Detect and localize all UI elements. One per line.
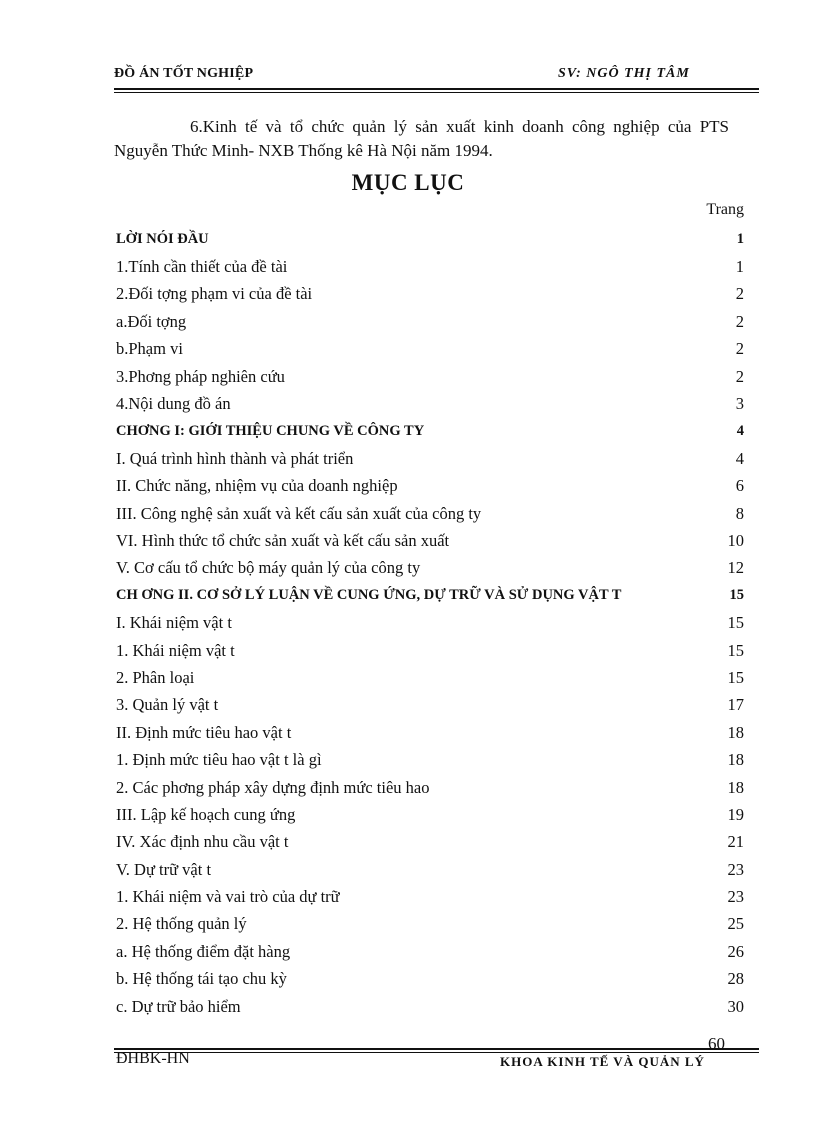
- toc-entry: [116, 774, 744, 801]
- toc-entry-title: III. Lập kế hoạch cung ứng: [116, 804, 296, 824]
- toc-entry: [116, 390, 744, 417]
- toc-entry-page: 1: [735, 257, 744, 277]
- toc-entry-title: 2. Các phơng pháp xây dựng định mức tiêu hao: [116, 777, 430, 797]
- toc-entry: [116, 609, 744, 636]
- toc-entry-title: LỜI NÓI ĐẦU: [116, 231, 209, 248]
- toc-entry-page: 18: [727, 777, 744, 797]
- footer-faculty: KHOA KINH TẾ VÀ QUẢN LÝ: [500, 1054, 705, 1068]
- toc-entry: [116, 856, 744, 883]
- toc-entry-page: 18: [727, 722, 744, 742]
- toc-entry: [116, 418, 744, 445]
- header-rule-bottom: [114, 92, 759, 93]
- toc-entry-title: 1. Khái niệm vật t: [116, 640, 235, 660]
- toc-entry: [116, 938, 744, 965]
- footer-university: ĐHBK-HN: [116, 1050, 190, 1067]
- toc-entry-page: 23: [727, 887, 744, 907]
- toc-entry-title: 4.Nội dung đồ án: [116, 394, 231, 414]
- toc-entry-page: 10: [727, 530, 744, 550]
- toc-entry: [116, 637, 744, 664]
- toc-entry-title: 2.Đối tợng phạm vi của đề tài: [116, 284, 313, 304]
- toc-entry: [116, 664, 744, 691]
- toc-entry-title: IV. Xác định nhu cầu vật t: [116, 832, 289, 852]
- toc-entry-title: 2. Phân loại: [116, 667, 195, 687]
- toc-entry-title: 1.Tính cần thiết của đề tài: [116, 257, 288, 277]
- toc-entry: [116, 253, 744, 280]
- toc-entry-page: 1: [736, 231, 744, 248]
- toc-entry-page: 12: [727, 558, 744, 578]
- toc-entry-page: 2: [735, 284, 744, 304]
- toc-entry-title: 3.Phơng pháp nghiên cứu: [116, 366, 285, 386]
- toc-entry-page: 28: [727, 969, 744, 989]
- toc-entry-page: 25: [727, 914, 744, 934]
- toc-entry-title: VI. Hình thức tổ chức sản xuất và kết cấu sản xuất: [116, 530, 450, 550]
- toc-entry-page: 15: [727, 640, 744, 660]
- toc-entry-title: b. Hệ thống tái tạo chu kỳ: [116, 969, 287, 989]
- toc-entry: [116, 226, 744, 253]
- toc-entry: [116, 829, 744, 856]
- toc-entry: [116, 911, 744, 938]
- header-title-left: ĐỒ ÁN TỐT NGHIỆP: [114, 66, 254, 81]
- toc-entry-page: 26: [727, 941, 744, 961]
- toc-entry-title: V. Cơ cấu tổ chức bộ máy quản lý của công ty: [116, 558, 421, 578]
- toc-entry-title: b.Phạm vi: [116, 339, 183, 359]
- toc-entry: [116, 336, 744, 363]
- header-rule-top: [114, 88, 759, 90]
- toc-entry: [116, 500, 744, 527]
- toc-entry-page: 18: [727, 750, 744, 770]
- toc-entry-page: 23: [727, 859, 744, 879]
- toc-entry-page: 8: [735, 503, 744, 523]
- toc-entry-title: 2. Hệ thống quản lý: [116, 914, 247, 934]
- page-number: 60: [708, 1034, 725, 1053]
- toc-entry: [116, 582, 744, 609]
- toc-entry: [116, 966, 744, 993]
- header-student-name: SV: NGÔ THỊ TÂM: [558, 66, 690, 81]
- toc-entry: [116, 801, 744, 828]
- toc-entry-page: 21: [727, 832, 744, 852]
- toc-entry-page: 15: [729, 587, 744, 604]
- toc-entry-page: 30: [727, 996, 744, 1016]
- footer-rule-top: [114, 1048, 759, 1050]
- toc-entry-page: 6: [735, 476, 744, 496]
- toc-entry-page: 4: [736, 422, 744, 439]
- toc-entry-page: 19: [727, 804, 744, 824]
- toc-entry-title: II. Định mức tiêu hao vật t: [116, 722, 292, 742]
- toc-entry-page: 2: [735, 339, 744, 359]
- toc-entry-page: 2: [735, 311, 744, 331]
- toc-entry: [116, 883, 744, 910]
- toc-entry: [116, 692, 744, 719]
- toc-entry-title: 3. Quản lý vật t: [116, 695, 219, 715]
- toc-entry: [116, 281, 744, 308]
- reference-text: 6.Kinh tế và tổ chức quản lý sản xuất kinh doanh công nghiệp của PTS Nguyễn Thức Minh- NXB Thống kê Hà Nội năm 1994.: [114, 117, 729, 160]
- toc-entry: [116, 527, 744, 554]
- toc-entry: [116, 473, 744, 500]
- toc-entry-page: 2: [735, 366, 744, 386]
- toc-entry-title: a. Hệ thống điểm đặt hàng: [116, 941, 291, 961]
- toc-entry-title: CH ƠNG II. CƠ SỞ LÝ LUẬN VỀ CUNG ỨNG, DỰ TRỮ VÀ SỬ DỤNG VẬT T: [116, 587, 622, 604]
- toc-entry-page: 3: [735, 394, 744, 414]
- toc-entry: [116, 746, 744, 773]
- toc-entry-title: V. Dự trữ vật t: [116, 859, 212, 879]
- toc-entry: [116, 363, 744, 390]
- toc-entry-page: 15: [727, 667, 744, 687]
- toc-entry-title: a.Đối tợng: [116, 311, 187, 331]
- toc-entry-page: 15: [727, 613, 744, 633]
- toc-entry-title: 1. Định mức tiêu hao vật t là gì: [116, 750, 322, 770]
- toc-entry: [116, 555, 744, 582]
- toc-entry-title: I. Quá trình hình thành và phát triển: [116, 448, 354, 468]
- toc-entry: [116, 719, 744, 746]
- page-column-label: Trang: [706, 201, 744, 218]
- table-of-contents: [116, 226, 744, 1020]
- toc-entry-title: III. Công nghệ sản xuất và kết cấu sản xuất của công ty: [116, 503, 482, 523]
- toc-entry: [116, 445, 744, 472]
- toc-entry-title: CHƠNG I: GIỚI THIỆU CHUNG VỀ CÔNG TY: [116, 422, 425, 439]
- toc-entry-title: c. Dự trữ bảo hiểm: [116, 996, 241, 1016]
- toc-entry: [116, 993, 744, 1020]
- toc-entry-title: 1. Khái niệm và vai trò của dự trữ: [116, 887, 340, 907]
- toc-entry: [116, 308, 744, 335]
- reference-paragraph: [114, 115, 729, 163]
- toc-entry-title: II. Chức năng, nhiệm vụ của doanh nghiệp: [116, 476, 398, 496]
- toc-entry-page: 4: [735, 448, 744, 468]
- footer-rule-bottom: [114, 1052, 759, 1053]
- toc-title: MỤC LỤC: [351, 170, 465, 195]
- toc-entry-title: I. Khái niệm vật t: [116, 613, 232, 633]
- toc-entry-page: 17: [727, 695, 744, 715]
